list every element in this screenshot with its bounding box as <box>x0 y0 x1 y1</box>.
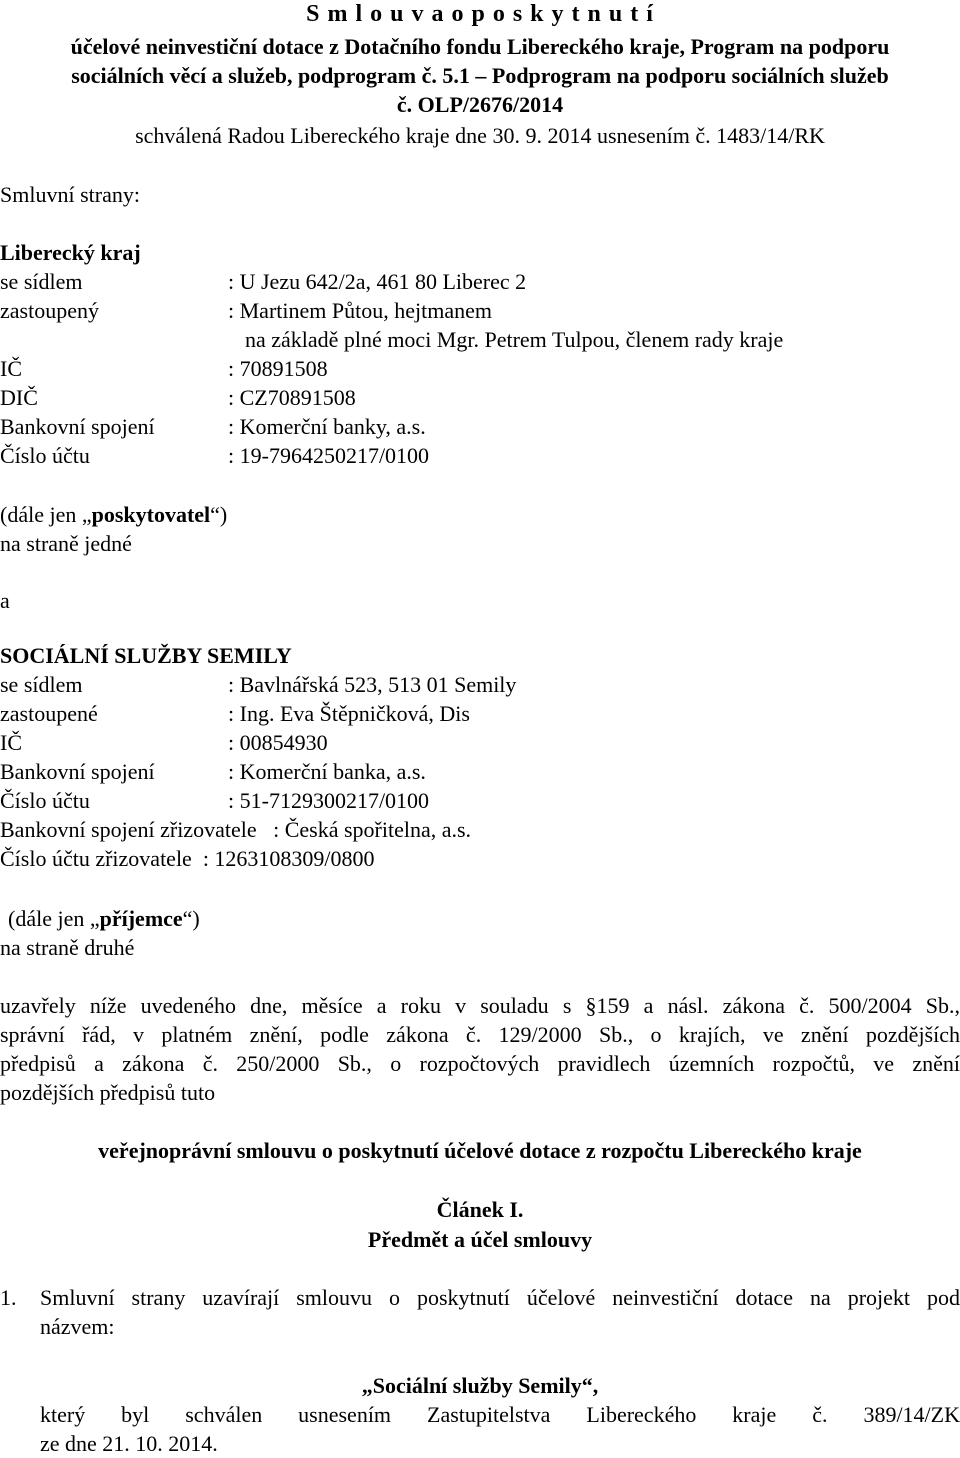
field-label: zastoupený <box>0 298 99 323</box>
recipient-address-row <box>0 670 960 699</box>
designation-prefix: (dále jen „ <box>8 906 100 931</box>
field-value: : Bavlnářská 523, 513 01 Semily <box>228 672 517 697</box>
provider-ic-row <box>0 354 960 383</box>
designation-prefix: (dále jen „ <box>0 502 92 527</box>
field-value: : CZ70891508 <box>228 385 356 410</box>
field-label: Bankovní spojení <box>0 414 155 439</box>
contract-type-heading: veřejnoprávní smlouvu o poskytnutí účelové dotace z rozpočtu Libereckého kraje <box>98 1138 862 1163</box>
provider-bank-row <box>0 412 960 441</box>
field-label: se sídlem <box>0 269 83 294</box>
field-value: : Komerční banka, a.s. <box>228 759 426 784</box>
founder-bank-row: Bankovní spojení zřizovatele : Česká spořitelna, a.s. <box>0 817 472 842</box>
project-name: „Sociální služby Semily“, <box>361 1373 599 1398</box>
field-value: na základě plné moci Mgr. Petrem Tulpou, členem rady kraje <box>245 327 784 352</box>
recipient-account-row <box>0 786 960 815</box>
document-title: S m l o u v a o p o s k y t n u t í <box>306 1 654 27</box>
agreement-line-1: uzavřely níže uvedeného dne, měsíce a roku v souladu s §159 a násl. zákona č. 500/2004 Sb., <box>0 993 960 1018</box>
field-value: : U Jezu 642/2a, 461 80 Liberec 2 <box>228 269 527 294</box>
field-value: : 70891508 <box>228 356 328 381</box>
article-heading: Článek I. <box>436 1197 524 1222</box>
article-subject: Předmět a účel smlouvy <box>367 1227 593 1252</box>
field-label: Bankovní spojení <box>0 759 155 784</box>
field-value: : 51-7129300217/0100 <box>228 788 430 813</box>
item-1-line-2: názvem: <box>40 1314 115 1339</box>
designation-term: poskytovatel <box>91 502 211 527</box>
recipient-representative-row <box>0 699 960 728</box>
recipient-ic-row <box>0 728 960 757</box>
field-label: IČ <box>0 356 22 381</box>
field-label: zastoupené <box>0 701 98 726</box>
designation-suffix: “) <box>182 906 200 931</box>
provider-dic-row <box>0 383 960 412</box>
approval-note: schválená Radou Libereckého kraje dne 30. 9. 2014 usnesením č. 1483/14/RK <box>135 123 825 148</box>
field-value: : Komerční banky, a.s. <box>228 414 426 439</box>
recipient-bank-row <box>0 757 960 786</box>
field-label: se sídlem <box>0 672 83 697</box>
provider-designation <box>0 500 227 529</box>
field-label: Číslo účtu <box>0 788 90 813</box>
provider-address-row <box>0 267 960 296</box>
field-value: : Martinem Půtou, hejtmanem <box>228 298 492 323</box>
provider-representative-row <box>0 296 960 325</box>
agreement-line-4: pozdějších předpisů tuto <box>0 1080 216 1105</box>
provider-account-row <box>0 441 960 470</box>
document-subtitle-line-1: účelové neinvestiční dotace z Dotačního fondu Libereckého kraje, Program na podporu <box>70 34 890 59</box>
approval-line-1: který byl schválen usnesením Zastupitelstva Libereckého kraje č. 389/14/ZK <box>40 1402 960 1427</box>
recipient-designation <box>8 904 200 933</box>
designation-term: příjemce <box>99 906 183 931</box>
document-subtitle-line-2: sociálních věcí a služeb, podprogram č. 5.1 – Podprogram na podporu sociálních služeb <box>71 63 889 88</box>
recipient-name: SOCIÁLNÍ SLUŽBY SEMILY <box>0 643 292 668</box>
field-label: DIČ <box>0 385 38 410</box>
item-1-line-1: Smluvní strany uzavírají smlouvu o poskytnutí účelové neinvestiční dotace na projekt pod <box>40 1285 960 1310</box>
item-number: 1. <box>0 1285 17 1310</box>
agreement-line-3: předpisů a zákona č. 250/2000 Sb., o rozpočtových pravidlech územních rozpočtů, ve znění <box>0 1051 960 1076</box>
approval-line-2: ze dne 21. 10. 2014. <box>40 1431 218 1456</box>
parties-label: Smluvní strany: <box>0 182 140 207</box>
recipient-side: na straně druhé <box>0 935 135 960</box>
designation-suffix: “) <box>210 502 228 527</box>
field-value: : 19-7964250217/0100 <box>228 443 430 468</box>
agreement-line-2: správní řád, v platném znění, podle zákona č. 129/2000 Sb., o krajích, ve znění pozdějších <box>0 1022 960 1047</box>
provider-side: na straně jedné <box>0 531 132 556</box>
conjunction: a <box>0 588 10 613</box>
field-value: : Ing. Eva Štěpničková, Dis <box>228 701 470 726</box>
provider-name: Liberecký kraj <box>0 240 141 265</box>
field-label: IČ <box>0 730 22 755</box>
founder-account-row: Číslo účtu zřizovatele : 1263108309/0800 <box>0 846 375 871</box>
field-value: : 00854930 <box>228 730 328 755</box>
field-label: Číslo účtu <box>0 443 90 468</box>
contract-number: č. OLP/2676/2014 <box>396 92 564 117</box>
